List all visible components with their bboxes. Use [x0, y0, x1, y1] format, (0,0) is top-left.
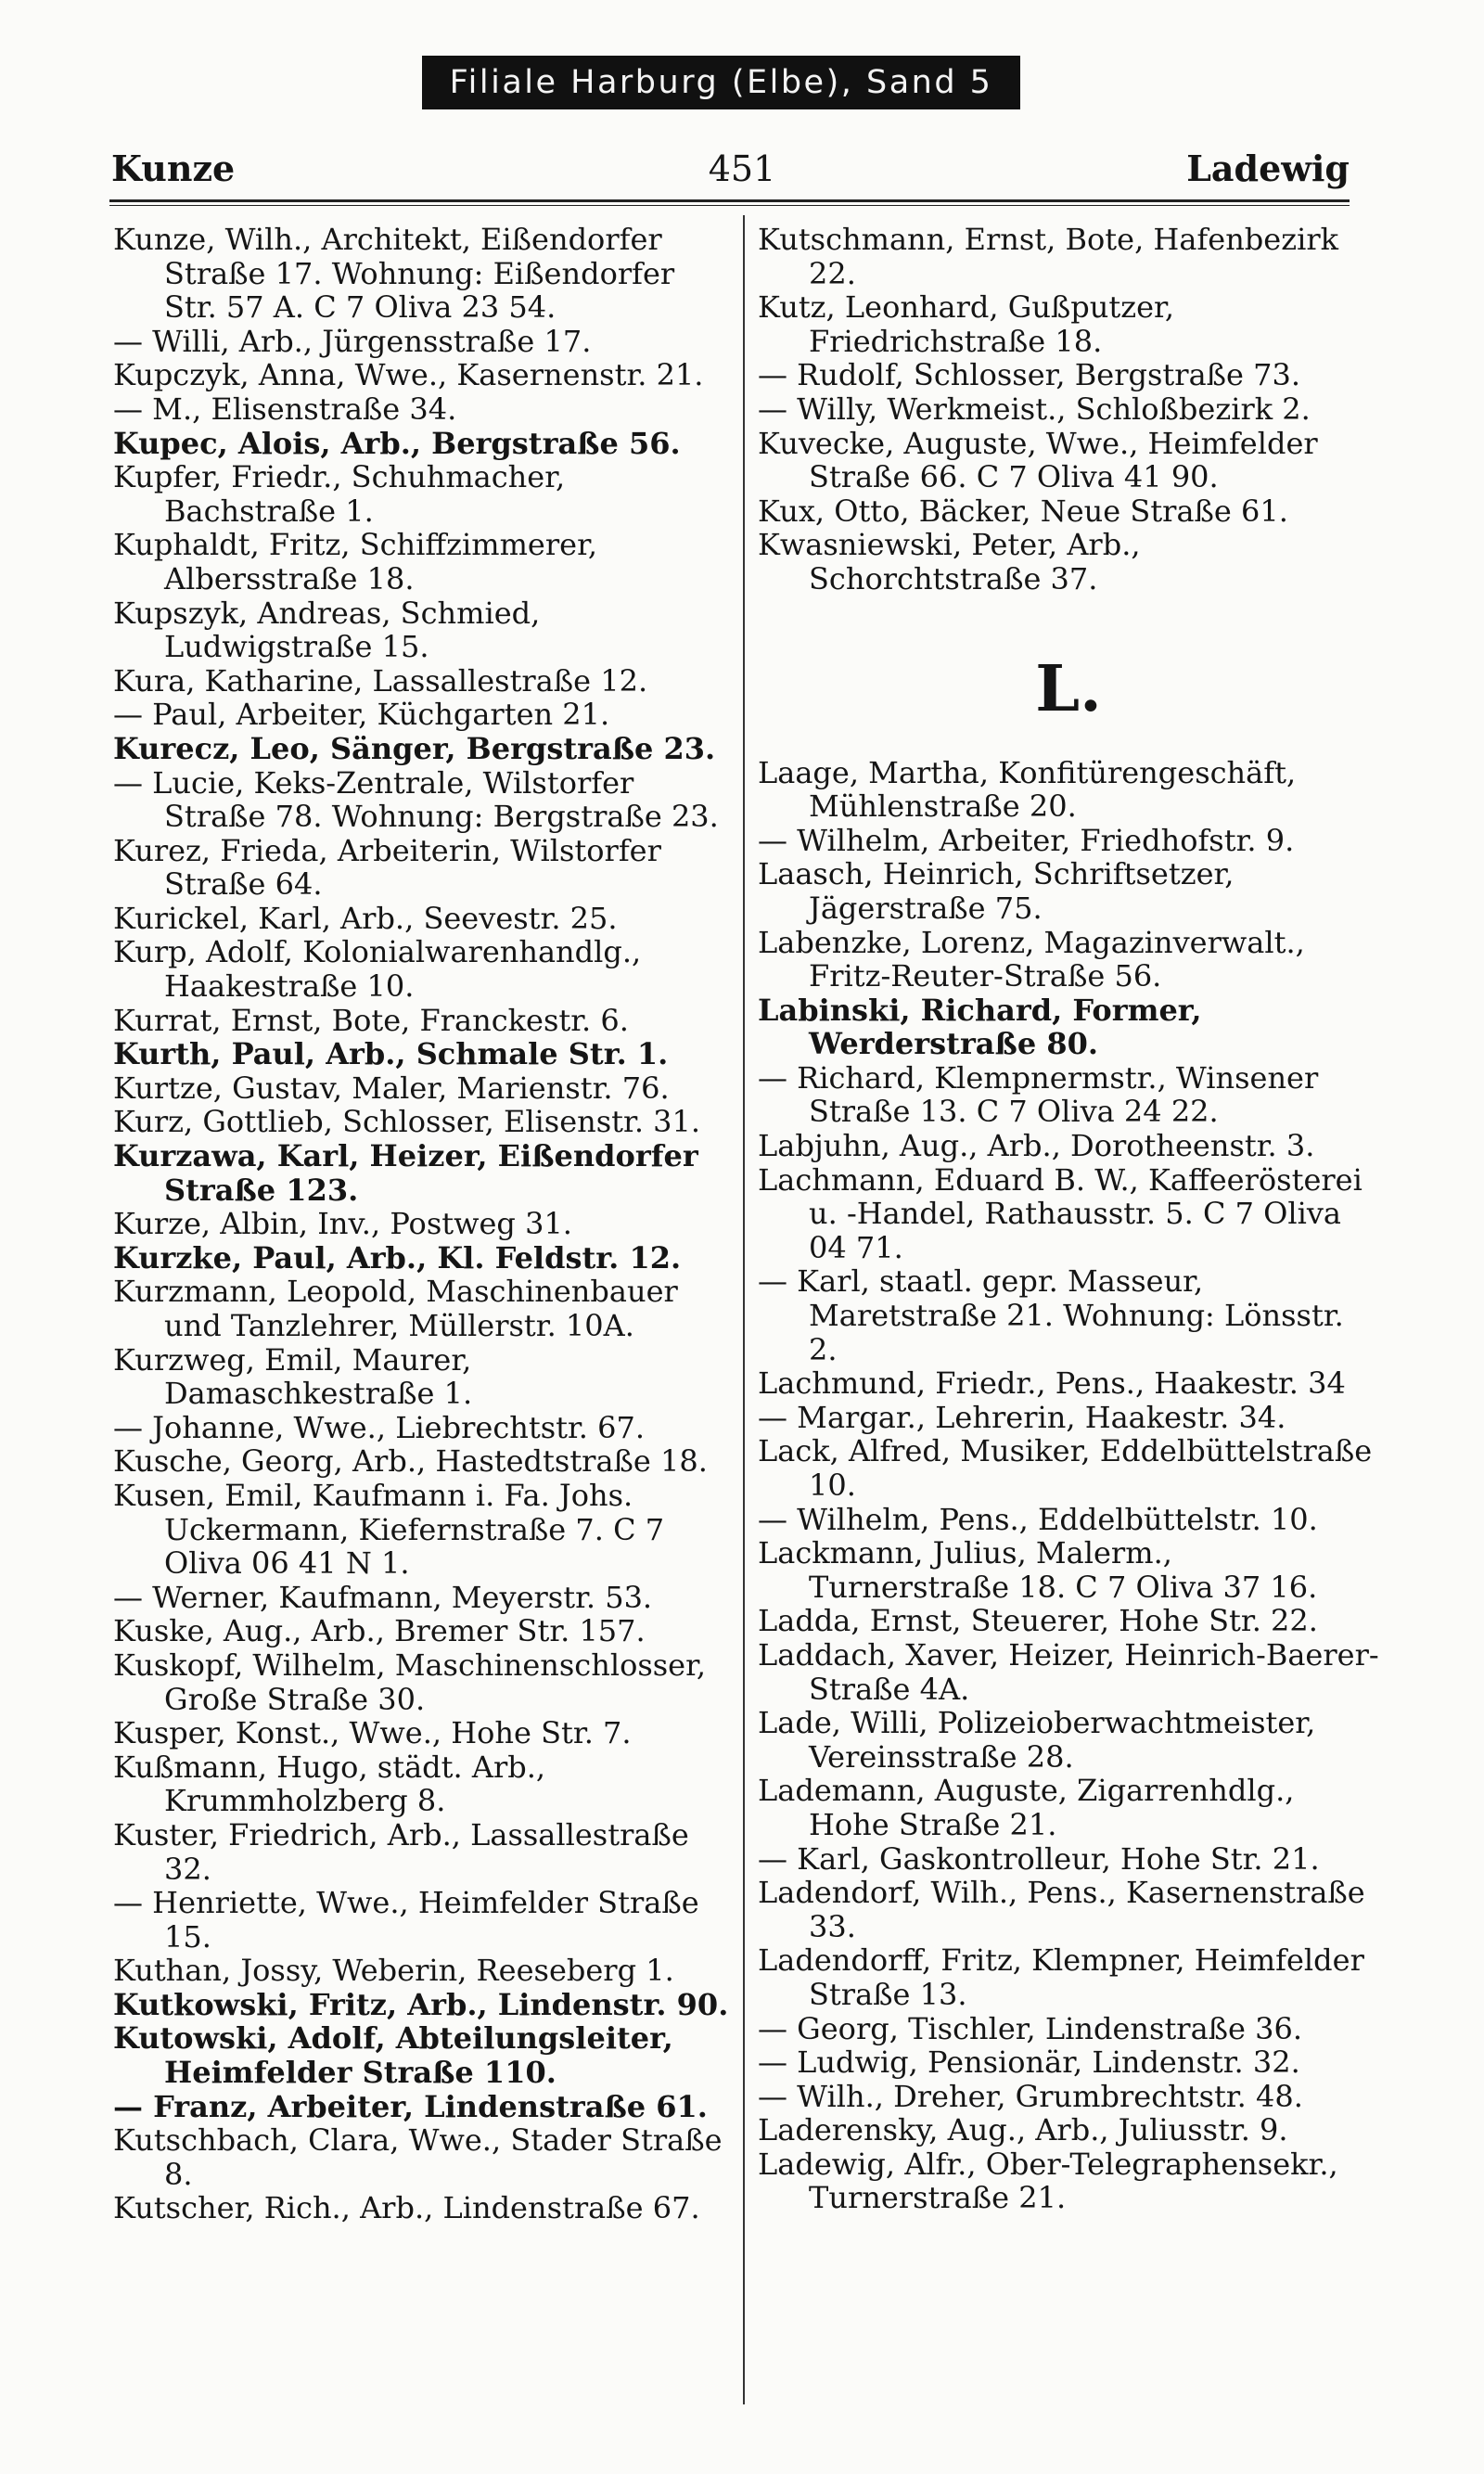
directory-entry: Kura, Katharine, Lassallestraße 12.	[113, 662, 648, 699]
directory-entry: — Ludwig, Pensionär, Lindenstr. 32.	[758, 2045, 1300, 2081]
header-last-entry: Ladewig	[1186, 147, 1350, 189]
directory-entry: Kux, Otto, Bäcker, Neue Straße 61.	[758, 493, 1288, 529]
directory-entry: Kutschmann, Ernst, Bote, Hafenbezirk 22.	[758, 222, 1338, 291]
directory-entry: Kupfer, Friedr., Schuhmacher, Bachstraße 1.	[113, 459, 566, 529]
directory-entry: — Willi, Arb., Jürgensstraße 17.	[113, 323, 592, 359]
header-rule	[109, 199, 1350, 202]
directory-entry: Kurecz, Leo, Sänger, Bergstraße 23.	[113, 730, 716, 766]
directory-entry: Kußmann, Hugo, städt. Arb., Krummholzberg 8.	[113, 1749, 546, 1819]
directory-entry: — Georg, Tischler, Lindenstraße 36.	[758, 2010, 1303, 2046]
right-column	[758, 223, 1379, 2215]
header-first-entry: Kunze	[111, 147, 236, 189]
directory-entry: — Karl, staatl. gepr. Masseur, Maretstraße 21. Wohnung: Lönsstr. 2.	[758, 1263, 1344, 1367]
directory-entry: Kurzweg, Emil, Maurer, Damaschkestraße 1.	[113, 1341, 473, 1412]
directory-entry: Kupec, Alois, Arb., Bergstraße 56.	[113, 425, 681, 461]
column-divider	[743, 215, 745, 2404]
directory-entry: — Lucie, Keks-Zentrale, Wilstorfer Straße 78. Wohnung: Bergstraße 23.	[113, 764, 719, 835]
directory-entry: Kurrat, Ernst, Bote, Franckestr. 6.	[113, 1002, 629, 1038]
directory-entry: Kurzawa, Karl, Heizer, Eißendorfer Straße 123.	[113, 1138, 698, 1208]
directory-entry: Kupszyk, Andreas, Schmied, Ludwigstraße 15.	[113, 595, 541, 665]
directory-entry: Kurth, Paul, Arb., Schmale Str. 1.	[113, 1036, 669, 1072]
directory-entry: Laage, Martha, Konfitürengeschäft, Mühlenstraße 20.	[758, 754, 1297, 825]
directory-entry: — Willy, Werkmeist., Schloßbezirk 2.	[758, 391, 1311, 427]
directory-entry: Kutschbach, Clara, Wwe., Stader Straße 8.	[113, 2122, 723, 2192]
directory-entry: Ladewig, Alfr., Ober-Telegraphensekr., Turnerstraße 21.	[758, 2146, 1338, 2216]
directory-entry: — Wilh., Dreher, Grumbrechtstr. 48.	[758, 2078, 1303, 2114]
directory-entry: Lackmann, Julius, Malerm., Turnerstraße 18. C 7 Oliva 37 16.	[758, 1535, 1318, 1605]
directory-entry: Lade, Willi, Polizeioberwachtmeister, Vereinsstraße 28.	[758, 1705, 1316, 1775]
directory-entry: Kurickel, Karl, Arb., Seevestr. 25.	[113, 900, 618, 936]
directory-entry: Ladendorff, Fritz, Klempner, Heimfelder Straße 13.	[758, 1942, 1364, 2012]
directory-entry: Kuske, Aug., Arb., Bremer Str. 157.	[113, 1613, 646, 1649]
directory-entry: Lademann, Auguste, Zigarrenhdlg., Hohe Straße 21.	[758, 1773, 1295, 1842]
directory-entry: Kutowski, Adolf, Abteilungsleiter, Heimfelder Straße 110.	[113, 2020, 673, 2091]
directory-entry: — Wilhelm, Pens., Eddelbüttelstr. 10.	[758, 1501, 1318, 1537]
directory-entry: — Johanne, Wwe., Liebrechtstr. 67.	[113, 1409, 646, 1445]
directory-entry: — M., Elisenstraße 34.	[113, 391, 457, 427]
directory-entry: — Wilhelm, Arbeiter, Friedhofstr. 9.	[758, 822, 1295, 858]
directory-entry: Labenzke, Lorenz, Magazinverwalt., Fritz-Reuter-Straße 56.	[758, 924, 1305, 994]
directory-entry: — Henriette, Wwe., Heimfelder Straße 15.	[113, 1885, 699, 1955]
left-column	[113, 223, 735, 2225]
directory-entry: Lack, Alfred, Musiker, Eddelbüttelstraße 10.	[758, 1433, 1373, 1503]
directory-entry: Kupczyk, Anna, Wwe., Kasernenstr. 21.	[113, 357, 704, 393]
branch-banner: Filiale Harburg (Elbe), Sand 5	[422, 56, 1020, 109]
directory-entry: Lachmund, Friedr., Pens., Haakestr. 34	[758, 1365, 1346, 1402]
directory-entry: — Karl, Gaskontrolleur, Hohe Str. 21.	[758, 1840, 1320, 1877]
directory-entry: Kurzke, Paul, Arb., Kl. Feldstr. 12.	[113, 1239, 682, 1275]
directory-entry: Kuvecke, Auguste, Wwe., Heimfelder Straße 66. C 7 Oliva 41 90.	[758, 425, 1318, 495]
directory-entry: Kusche, Georg, Arb., Hastedtstraße 18.	[113, 1443, 708, 1480]
directory-entry: Kusper, Konst., Wwe., Hohe Str. 7.	[113, 1715, 632, 1751]
directory-entry: Laderensky, Aug., Arb., Juliusstr. 9.	[758, 2112, 1288, 2148]
directory-entry: Ladda, Ernst, Steuerer, Hohe Str. 22.	[758, 1603, 1318, 1639]
directory-entry: Kwasniewski, Peter, Arb., Schorchtstraße 37.	[758, 527, 1141, 596]
directory-entry: Laasch, Heinrich, Schriftsetzer, Jägerstraße 75.	[758, 856, 1235, 926]
directory-entry: Kurzmann, Leopold, Maschinenbauer und Tanzlehrer, Müllerstr. 10A.	[113, 1274, 678, 1343]
directory-entry: — Werner, Kaufmann, Meyerstr. 53.	[113, 1579, 653, 1615]
directory-entry: Kurez, Frieda, Arbeiterin, Wilstorfer Straße 64.	[113, 832, 661, 903]
directory-entry: Kusen, Emil, Kaufmann i. Fa. Johs. Uckermann, Kiefernstraße 7. C 7 Oliva 06 41 N 1.	[113, 1477, 665, 1582]
directory-entry: Kuskopf, Wilhelm, Maschinenschlosser, Große Straße 30.	[113, 1647, 707, 1717]
directory-entry: Kutkowski, Fritz, Arb., Lindenstr. 90.	[113, 1986, 729, 2022]
directory-entry: Labinski, Richard, Former, Werderstraße 80.	[758, 992, 1202, 1062]
directory-entry: Kurtze, Gustav, Maler, Marienstr. 76.	[113, 1070, 670, 1106]
directory-entry: — Franz, Arbeiter, Lindenstraße 61.	[113, 2088, 708, 2124]
directory-entry: Kuthan, Jossy, Weberin, Reeseberg 1.	[113, 1953, 674, 1989]
directory-entry: Kunze, Wilh., Architekt, Eißendorfer Straße 17. Wohnung: Eißendorfer Str. 57 A. C 7 Oliva 23 54.	[113, 222, 675, 326]
directory-entry: Laddach, Xaver, Heizer, Heinrich-Baerer-Straße 4A.	[758, 1636, 1379, 1707]
right-column-l-entries	[758, 756, 1379, 2216]
section-letter-heading: L.	[1035, 651, 1102, 726]
directory-entry: Kutscher, Rich., Arb., Lindenstraße 67.	[113, 2190, 700, 2226]
directory-entry: Labjuhn, Aug., Arb., Dorotheenstr. 3.	[758, 1128, 1315, 1164]
directory-entry: Ladendorf, Wilh., Pens., Kasernenstraße 33.	[758, 1875, 1365, 1944]
directory-entry: — Rudolf, Schlosser, Bergstraße 73.	[758, 357, 1301, 393]
directory-entry: — Richard, Klempnermstr., Winsener Straße 13. C 7 Oliva 24 22.	[758, 1059, 1319, 1130]
right-column-k-entries	[758, 223, 1379, 596]
directory-entry: Kuphaldt, Fritz, Schiffzimmerer, Albersstraße 18.	[113, 527, 598, 596]
directory-entry: Kutz, Leonhard, Gußputzer, Friedrichstraße 18.	[758, 289, 1174, 359]
directory-entry: Lachmann, Eduard B. W., Kaffeerösterei u. -Handel, Rathausstr. 5. C 7 Oliva 04 71.	[758, 1161, 1362, 1265]
directory-entry: Kurp, Adolf, Kolonialwarenhandlg., Haakestraße 10.	[113, 934, 642, 1005]
directory-entry: Kurz, Gottlieb, Schlosser, Elisenstr. 31.	[113, 1104, 701, 1140]
page-number: 451	[708, 148, 776, 189]
header-rule-thin	[109, 205, 1350, 206]
directory-entry: — Paul, Arbeiter, Küchgarten 21.	[113, 697, 610, 733]
directory-entry: Kuster, Friedrich, Arb., Lassallestraße 32.	[113, 1816, 689, 1887]
directory-entry: — Margar., Lehrerin, Haakestr. 34.	[758, 1399, 1286, 1435]
directory-entry: Kurze, Albin, Inv., Postweg 31.	[113, 1206, 572, 1242]
